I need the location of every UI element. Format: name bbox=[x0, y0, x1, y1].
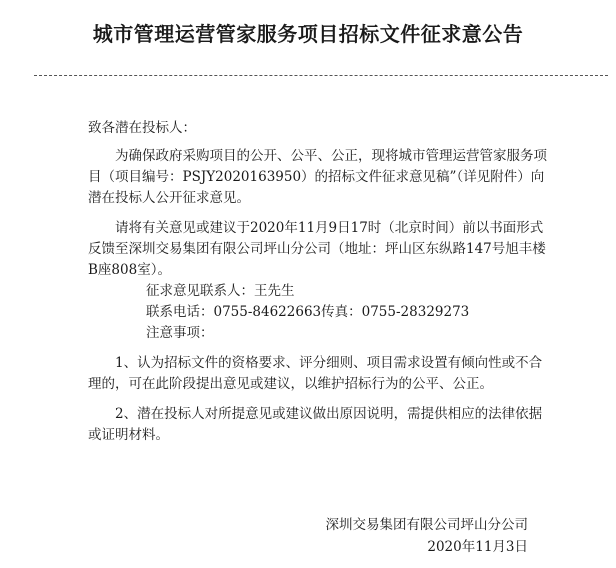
notice-body bbox=[88, 118, 548, 446]
page-title: 城市管理运营管家服务项目招标文件征求意公告 bbox=[92, 22, 524, 46]
contact-phone: 联系电话：0755-84622663传真：0755-28329273 bbox=[146, 304, 470, 320]
request-paragraph: 请将有关意见或建议于2020年11月9日17时（北京时间）前以书面形式反馈至深圳交易集团有限公司坪山分公司（地址：坪山区东纵路147号旭丰楼B座808室）。 bbox=[88, 220, 546, 278]
salutation: 致各潜在投标人： bbox=[88, 120, 196, 136]
notes-heading: 注意事项： bbox=[146, 325, 214, 341]
signature-date: 2020年11月3日 bbox=[427, 539, 528, 555]
signature-organization: 深圳交易集团有限公司坪山分公司 bbox=[325, 517, 528, 533]
note-item-2: 2、潜在投标人对所提意见或建议做出原因说明，需提供相应的法律依据或证明材料。 bbox=[88, 406, 543, 443]
intro-paragraph: 为确保政府采购项目的公开、公平、公正，现将城市管理运营管家服务项目（项目编号：PSJY2020163950）的招标文件征求意见稿”（详见附件）向潜在投标人公开征求意见。 bbox=[88, 148, 547, 206]
dashed-divider bbox=[34, 75, 608, 76]
contact-person: 征求意见联系人：王先生 bbox=[146, 283, 295, 299]
note-item-1: 1、认为招标文件的资格要求、评分细则、项目需求设置有倾向性或不合理的，可在此阶段提出意见或建议，以维护招标行为的公平、公正。 bbox=[88, 355, 543, 392]
